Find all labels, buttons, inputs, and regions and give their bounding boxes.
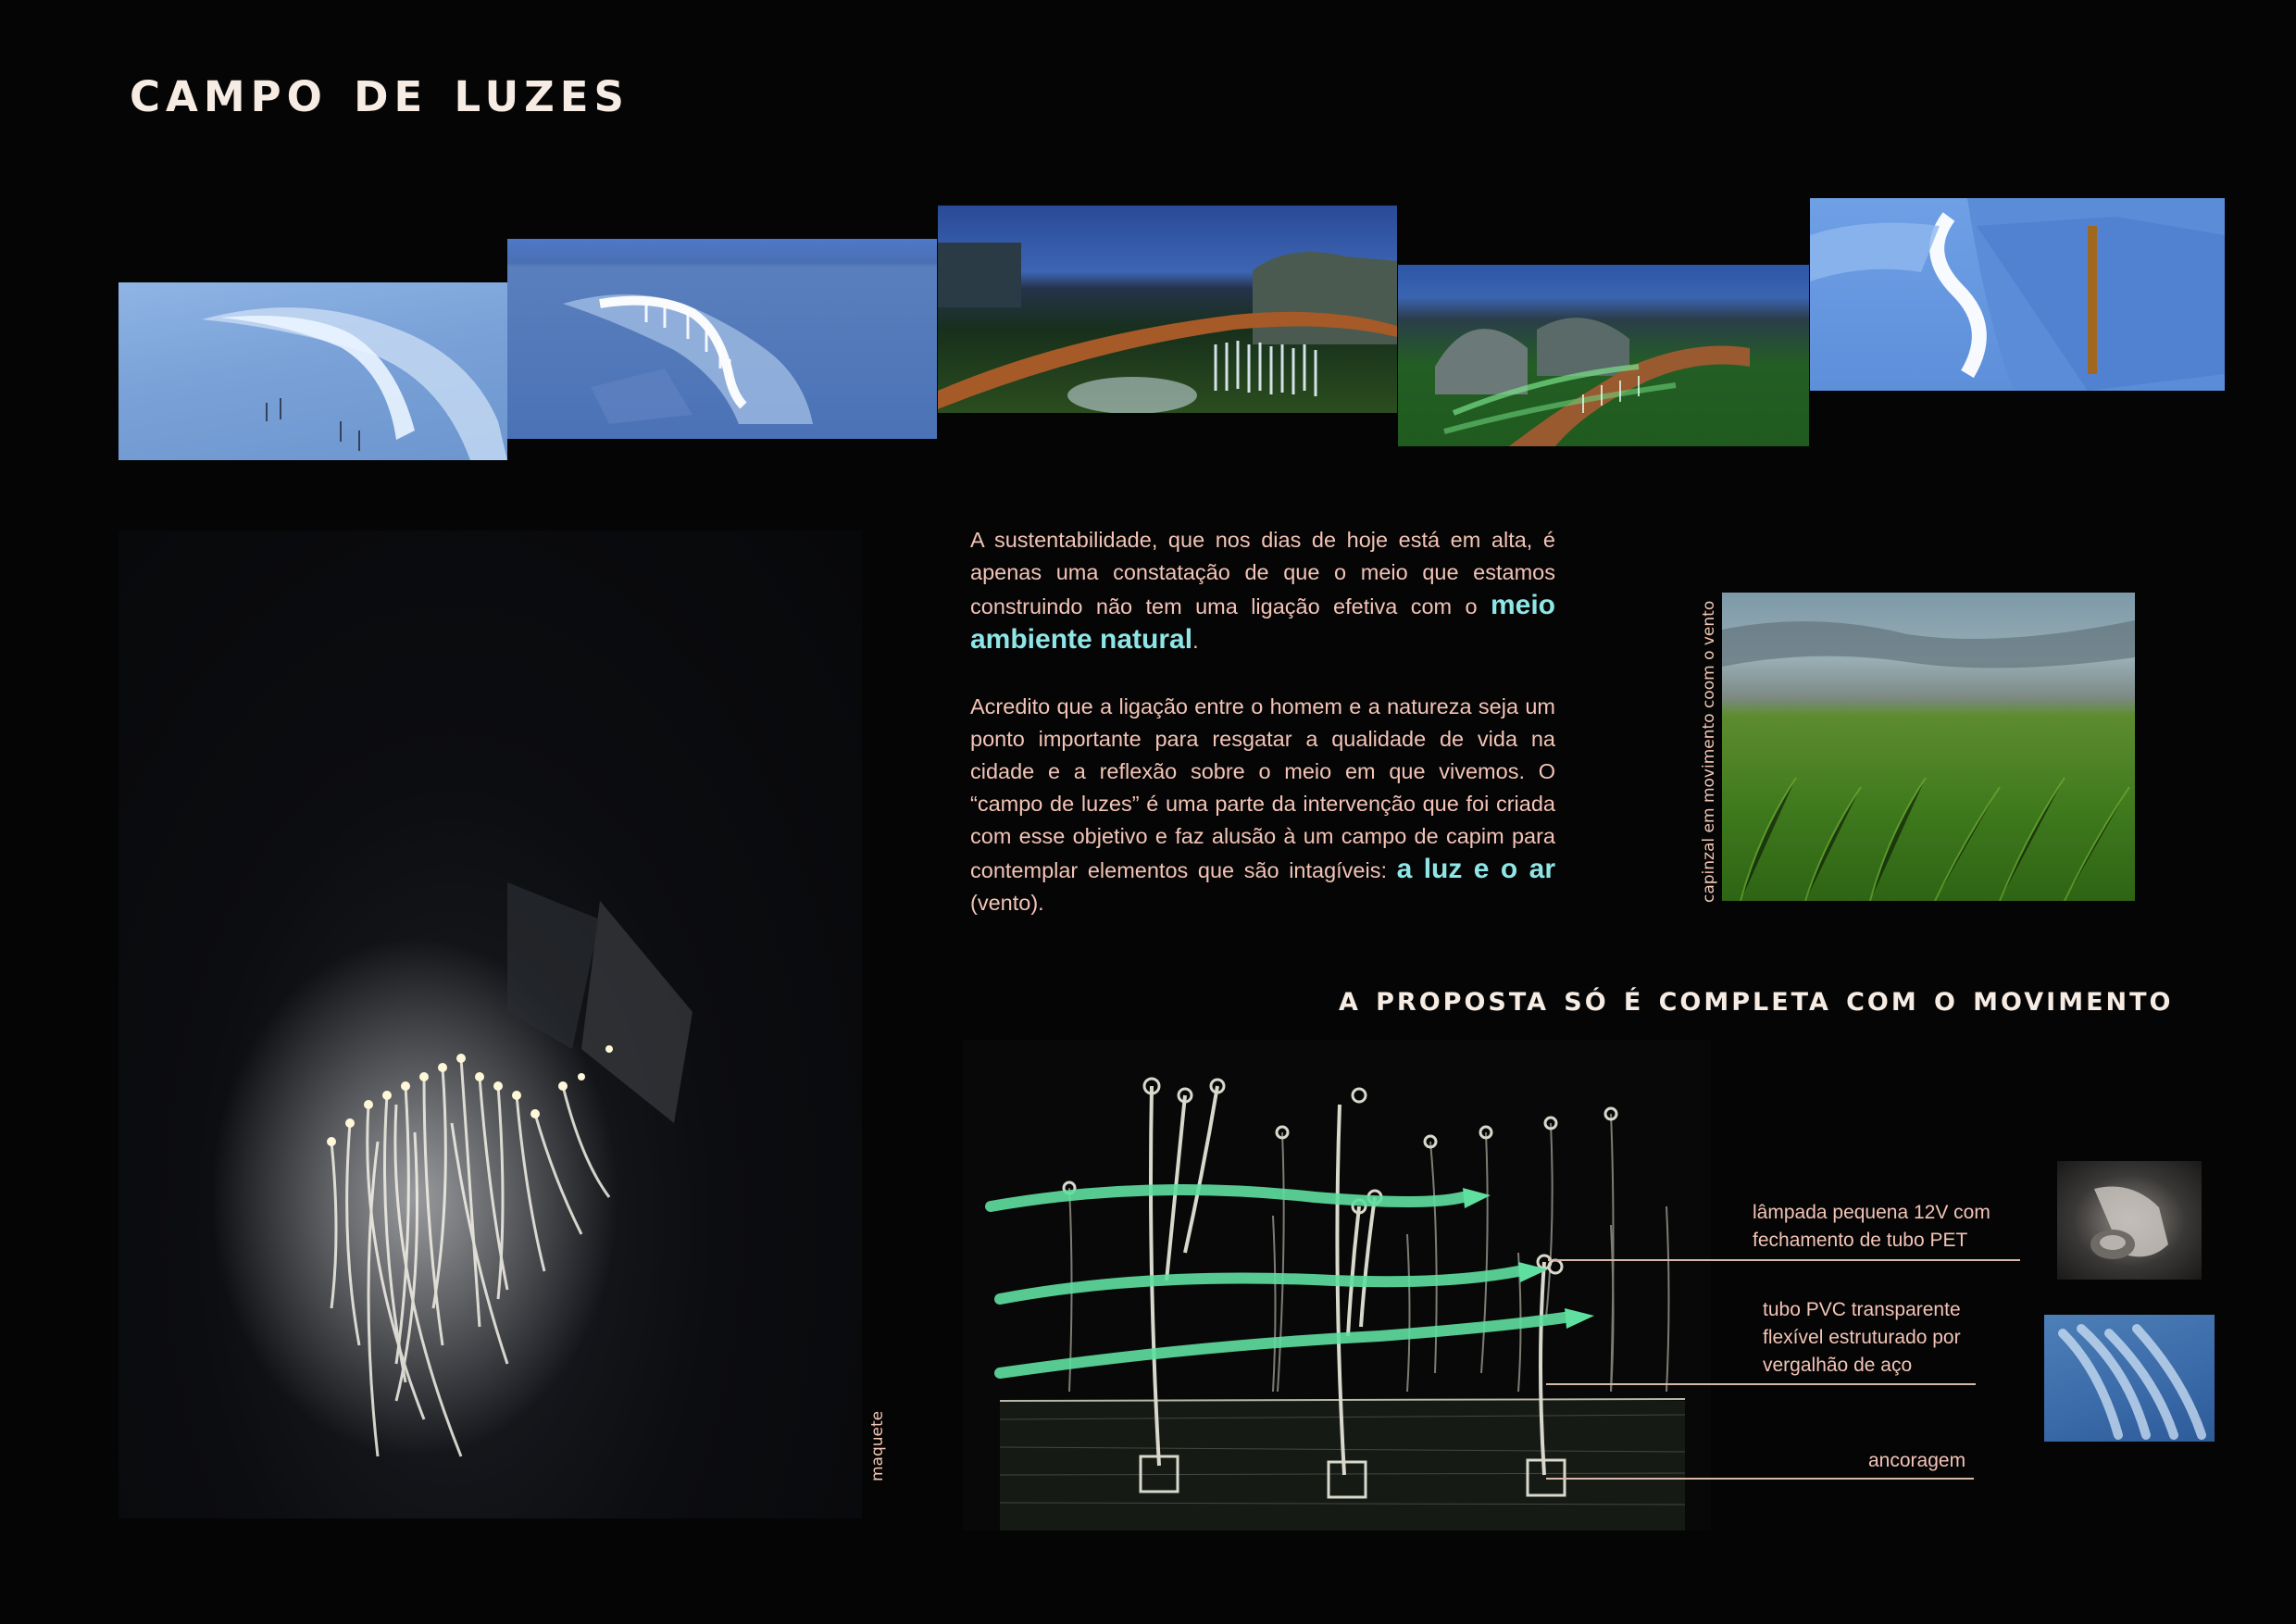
concept-sketch: [963, 1040, 1711, 1530]
paragraph-2-end: (vento).: [970, 891, 1044, 915]
render-image-2: [507, 239, 937, 439]
page-title: campo de luzes: [130, 57, 630, 126]
tube-photo: [2044, 1315, 2215, 1442]
render-image-1: [119, 282, 507, 460]
annotation-anchor: ancoragem: [1868, 1450, 1966, 1471]
highlight-meio-ambiente: meio ambiente natural: [970, 590, 1555, 655]
render-image-3: [938, 206, 1397, 413]
section-subtitle: a proposta só é completa com o movimento: [1339, 978, 2174, 1018]
grass-photo: [1722, 593, 2135, 901]
highlight-luz-ar: a luz e o ar: [1396, 854, 1555, 884]
render-image-4: [1398, 265, 1809, 446]
body-text: [970, 524, 1555, 953]
paragraph-1-end: .: [1192, 629, 1199, 653]
annotation-lamp: lâmpada pequena 12V com fechamento de tubo PET: [1753, 1202, 1990, 1251]
paragraph-2: [970, 691, 1555, 919]
annotation-line-anchor: [1546, 1478, 1974, 1480]
maquete-caption: maquete: [868, 1410, 887, 1481]
grass-caption: capinzal em movimento coom o vento: [1700, 600, 1718, 903]
paragraph-2-text: Acredito que a ligação entre o homem e a natureza seja um ponto importante para resgatar a qualidade de vida na cidade e a reflexão sobre o meio em que vivemos. O “campo de luzes” é uma parte da intervenção que foi criada com esse objetivo e faz alusão à um campo de capim para contemplar elementos que são intagíveis:: [970, 694, 1555, 882]
paragraph-1: [970, 524, 1555, 657]
render-image-5: [1810, 198, 2225, 391]
annotation-line-tube: [1546, 1383, 1976, 1385]
annotation-line-lamp: [1548, 1259, 2020, 1261]
lamp-photo: [2057, 1161, 2202, 1280]
annotation-tube: tubo PVC transparente flexível estruturado por vergalhão de aço: [1763, 1299, 1961, 1376]
paragraph-1-text: A sustentabilidade, que nos dias de hoje está em alta, é apenas uma constatação de que o meio que estamos construindo não tem uma ligação efetiva com o: [970, 528, 1555, 618]
maquete-photo: [119, 531, 862, 1518]
